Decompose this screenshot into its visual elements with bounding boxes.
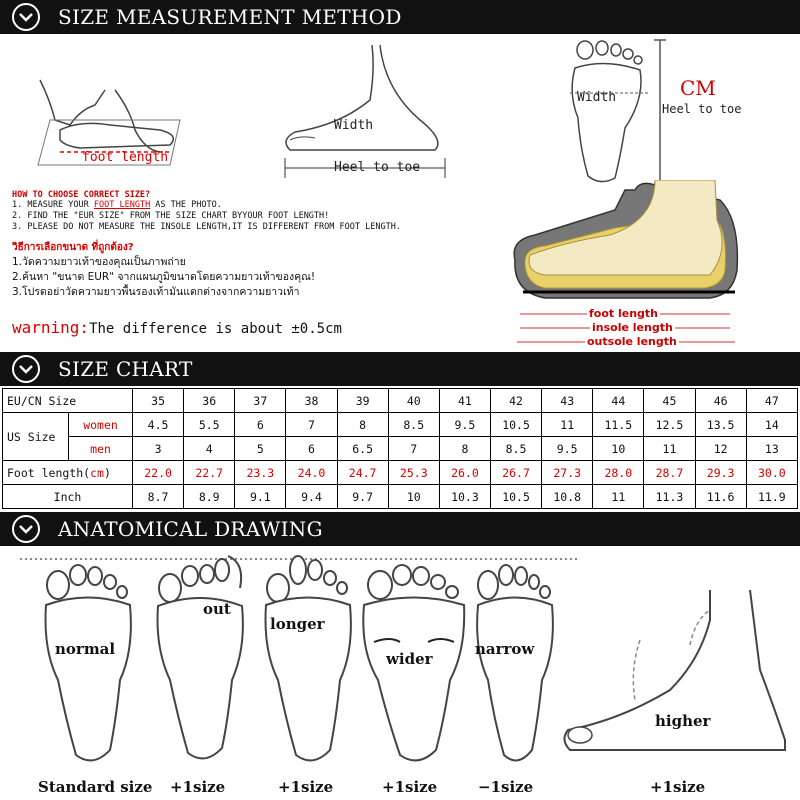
table-cell: 8.9: [184, 485, 235, 509]
howto-step-2: 2. FIND THE "EUR SIZE" FROM THE SIZE CHART BYYOUR FOOT LENGTH!: [12, 211, 330, 221]
table-cell: 6: [235, 413, 286, 437]
table-cell: 27.3: [542, 461, 593, 485]
table-cell: 45: [644, 389, 695, 413]
anatomy-banner: [0, 512, 800, 546]
women-label: women: [69, 413, 133, 437]
thai-step-2: 2.ค้นหา "ขนาด EUR" จากแผนภูมิขนาดโดยความยาวเท้าของคุณ!: [12, 271, 316, 283]
foot-longer-drawing: [258, 550, 358, 770]
table-cell: 44: [593, 389, 644, 413]
measure-title: SIZE MEASUREMENT METHOD: [58, 5, 402, 29]
table-cell: 5: [235, 437, 286, 461]
table-cell: 30.0: [746, 461, 797, 485]
table-cell: 4: [184, 437, 235, 461]
table-cell: 40: [388, 389, 439, 413]
table-cell: 26.7: [490, 461, 541, 485]
table-cell: 28.7: [644, 461, 695, 485]
table-cell: 5.5: [184, 413, 235, 437]
foot-out-drawing: [150, 548, 250, 770]
measure-banner: [0, 0, 800, 34]
table-cell: 10.5: [490, 485, 541, 509]
shoe-outsole-length-label: outsole length: [587, 335, 677, 348]
shoe-cutaway-figure: [505, 180, 745, 310]
chevron-down-icon: [12, 3, 40, 31]
caption-plus-1size-longer: +1size: [278, 778, 334, 796]
table-cell: 37: [235, 389, 286, 413]
table-cell: 11.9: [746, 485, 797, 509]
wider-label: wider: [386, 650, 433, 668]
table-cell: 10.5: [490, 413, 541, 437]
size-chart-table: [2, 388, 798, 509]
howto-step-1: 1. MEASURE YOUR FOOT LENGTH AS THE PHOTO.: [12, 200, 222, 210]
normal-label: normal: [55, 640, 116, 658]
table-cell: 9.4: [286, 485, 337, 509]
table-cell: 11: [644, 437, 695, 461]
thai-heading: วิธีการเลือกขนาด ที่ถูกต้อง?: [12, 242, 134, 253]
table-cell: 22.7: [184, 461, 235, 485]
table-cell: 14: [746, 413, 797, 437]
warning-label: warning:: [12, 318, 90, 337]
table-cell: 10.3: [439, 485, 490, 509]
table-cell: 13.5: [695, 413, 746, 437]
men-label: men: [69, 437, 133, 461]
foot-length-label: foot length: [82, 150, 169, 165]
heel-to-toe-label: Heel to toe: [334, 160, 421, 175]
table-cell: 11: [542, 413, 593, 437]
caption-plus-1size-wider: +1size: [382, 778, 438, 796]
table-row-eu: [3, 389, 798, 413]
table-cell: 11: [593, 485, 644, 509]
table-cell: 22.0: [133, 461, 184, 485]
table-cell: 10: [593, 437, 644, 461]
table-cell: 10.8: [542, 485, 593, 509]
howto-step-3: 3. PLEASE DO NOT MEASURE THE INSOLE LENGTH,IT IS DIFFERENT FROM FOOT LENGTH.: [12, 222, 401, 232]
table-cell: 8: [337, 413, 388, 437]
table-cell: 39: [337, 389, 388, 413]
caption-minus-1size: −1size: [478, 778, 534, 796]
chart-title: SIZE CHART: [58, 357, 193, 381]
table-cell: 7: [286, 413, 337, 437]
table-cell: 6: [286, 437, 337, 461]
higher-label: higher: [655, 712, 711, 730]
shoe-insole-length-label: insole length: [592, 321, 673, 334]
out-label: out: [203, 600, 231, 618]
table-cell: 24.0: [286, 461, 337, 485]
anatomy-title: ANATOMICAL DRAWING: [58, 517, 323, 541]
chevron-down-icon: [12, 355, 40, 383]
side-foot-figure: [270, 40, 470, 180]
thai-step-3: 3.โปรดอย่าวัดความยาวพื้นรองเท้ามันแตกต่างจากความยาวเท้า: [12, 286, 300, 298]
width-label: Width: [334, 118, 374, 133]
howto-heading: HOW TO CHOOSE CORRECT SIZE?: [12, 190, 151, 200]
chevron-down-icon: [12, 515, 40, 543]
table-cell: 28.0: [593, 461, 644, 485]
table-cell: 36: [184, 389, 235, 413]
how-to-choose: [12, 190, 512, 300]
table-cell: 42: [490, 389, 541, 413]
table-cell: 29.3: [695, 461, 746, 485]
table-cell: 7: [388, 437, 439, 461]
cm-label: CM: [680, 76, 716, 100]
table-cell: 26.0: [439, 461, 490, 485]
table-cell: 11.6: [695, 485, 746, 509]
shoe-foot-length-label: foot length: [589, 307, 659, 320]
table-row-inch: [3, 485, 798, 509]
eu-label: EU/CN Size: [3, 389, 133, 413]
table-cell: 9.5: [542, 437, 593, 461]
table-cell: 41: [439, 389, 490, 413]
table-cell: 46: [695, 389, 746, 413]
table-cell: 6.5: [337, 437, 388, 461]
table-cell: 25.3: [388, 461, 439, 485]
table-cell: 9.7: [337, 485, 388, 509]
table-cell: 11.3: [644, 485, 695, 509]
longer-label: longer: [270, 615, 325, 633]
table-cell: 9.5: [439, 413, 490, 437]
table-cell: 8: [439, 437, 490, 461]
caption-plus-1size-out: +1size: [170, 778, 226, 796]
table-cell: 12.5: [644, 413, 695, 437]
table-cell: 8.7: [133, 485, 184, 509]
footprint-width-label: Width: [577, 90, 617, 105]
foot-normal-drawing: [38, 560, 138, 770]
inch-label: Inch: [3, 485, 133, 509]
footprint-heel-to-toe-label: Heel to toe: [662, 102, 742, 116]
table-cell: 23.3: [235, 461, 286, 485]
table-cell: 38: [286, 389, 337, 413]
table-cell: 11.5: [593, 413, 644, 437]
table-row-men: [3, 437, 798, 461]
table-cell: 47: [746, 389, 797, 413]
table-cell: 35: [133, 389, 184, 413]
table-cell: 10: [388, 485, 439, 509]
table-cell: 8.5: [490, 437, 541, 461]
caption-plus-1size-higher: +1size: [650, 778, 706, 796]
table-cell: 8.5: [388, 413, 439, 437]
table-cell: 9.1: [235, 485, 286, 509]
caption-standard-size: Standard size: [38, 778, 153, 796]
table-row-women: [3, 413, 798, 437]
thai-step-1: 1.วัดความยาวเท้าของคุณเป็นภาพถ่าย: [12, 256, 186, 268]
table-cell: 24.7: [337, 461, 388, 485]
warning-text: The difference is about ±0.5cm: [89, 321, 342, 337]
table-row-foot-length: [3, 461, 798, 485]
table-cell: 12: [695, 437, 746, 461]
table-cell: 43: [542, 389, 593, 413]
chart-banner: [0, 352, 800, 386]
warning-note: [12, 318, 342, 337]
narrow-label: narrow: [475, 640, 535, 658]
table-cell: 3: [133, 437, 184, 461]
foot-narrow-drawing: [470, 560, 560, 770]
table-cell: 13: [746, 437, 797, 461]
us-size-label: US Size: [3, 413, 69, 461]
foot-length-row-label: Foot length(cm): [3, 461, 133, 485]
table-cell: 4.5: [133, 413, 184, 437]
foot-higher-drawing: [560, 590, 792, 770]
